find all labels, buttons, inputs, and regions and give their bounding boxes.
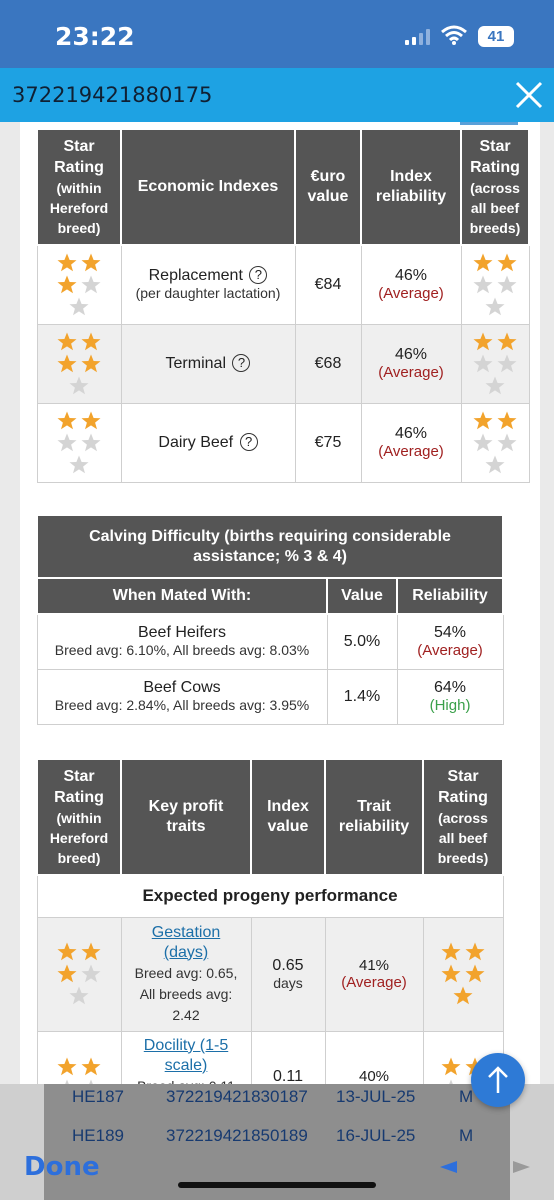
reliability-label: (Average) <box>341 974 407 991</box>
evaluation-page <box>20 122 540 1084</box>
table-row <box>37 324 529 403</box>
star-filled-icon <box>496 252 518 274</box>
star-rating-across <box>437 941 489 1007</box>
star-rating-within <box>53 410 105 476</box>
star-filled-icon <box>472 410 494 432</box>
star-empty-icon <box>68 454 90 476</box>
star-filled-icon <box>472 252 494 274</box>
reliability-label: (High) <box>429 696 471 714</box>
euro-value: €68 <box>295 324 361 403</box>
index-name: Dairy Beef <box>158 434 234 451</box>
header-reliability: Reliability <box>397 578 503 614</box>
reliability-label: (Average) <box>378 284 444 302</box>
header-star-across: Star Rating (across all beef breeds) <box>423 759 503 875</box>
reliability-value: 40% <box>358 1067 390 1085</box>
trait-value: 0.11 <box>273 1067 303 1085</box>
index-subtitle: (per daughter lactation) <box>135 285 281 302</box>
star-empty-icon <box>472 274 494 296</box>
star-filled-icon <box>496 331 518 353</box>
star-empty-icon <box>472 353 494 375</box>
star-filled-icon <box>56 331 78 353</box>
star-filled-icon <box>464 941 486 963</box>
status-bar <box>0 0 554 68</box>
arrow-up-icon <box>486 1065 510 1095</box>
trait-link-docility[interactable]: Docility (1-5 scale) <box>143 1036 229 1074</box>
page-title: 372219421880175 <box>12 83 213 107</box>
star-empty-icon <box>484 296 506 318</box>
table-row <box>37 669 503 724</box>
star-empty-icon <box>56 432 78 454</box>
mated-with-name: Beef Heifers <box>137 623 227 641</box>
table-row[interactable] <box>44 1124 510 1148</box>
cellular-signal-icon <box>405 28 430 45</box>
star-filled-icon <box>56 410 78 432</box>
header-euro-value: €uro value <box>295 129 361 245</box>
star-filled-icon <box>496 410 518 432</box>
star-empty-icon <box>496 353 518 375</box>
reliability-value: 64% <box>434 678 467 696</box>
star-empty-icon <box>80 432 102 454</box>
reliability-label: (Average) <box>378 363 444 381</box>
economic-indexes-table <box>36 128 530 483</box>
star-empty-icon <box>68 985 90 1007</box>
title-bar <box>0 68 554 122</box>
star-empty-icon <box>496 274 518 296</box>
header-economic-indexes: Economic Indexes <box>121 129 295 245</box>
star-rating-within <box>53 252 105 318</box>
star-empty-icon <box>80 963 102 985</box>
animal-date: 13-JUL-25 <box>336 1087 416 1106</box>
header-trait-reliability: Trait reliability <box>325 759 423 875</box>
reliability-value: 46% <box>394 345 428 363</box>
scroll-to-top-button[interactable] <box>471 1053 525 1107</box>
star-filled-icon <box>464 963 486 985</box>
star-rating-within <box>53 331 105 397</box>
close-icon <box>512 78 546 112</box>
star-filled-icon <box>56 963 78 985</box>
star-empty-icon <box>80 274 102 296</box>
euro-value: €84 <box>295 245 361 324</box>
done-button[interactable]: Done <box>24 1152 100 1182</box>
reliability-value: 46% <box>394 424 428 442</box>
previous-arrow-icon[interactable] <box>440 1161 457 1173</box>
index-name: Replacement <box>148 267 243 285</box>
battery-icon: 41 <box>478 26 514 47</box>
calving-value: 1.4% <box>327 669 397 724</box>
animal-tag: 372219421850189 <box>166 1126 308 1145</box>
tab-indicator <box>460 122 518 125</box>
star-filled-icon <box>472 331 494 353</box>
star-filled-icon <box>452 985 474 1007</box>
table-row <box>37 614 503 669</box>
star-filled-icon <box>80 941 102 963</box>
calving-value: 5.0% <box>327 614 397 669</box>
status-time: 23:22 <box>55 22 135 51</box>
star-filled-icon <box>56 941 78 963</box>
star-filled-icon <box>80 353 102 375</box>
help-icon[interactable]: ? <box>249 266 267 284</box>
trait-unit: days <box>273 974 303 991</box>
star-filled-icon <box>56 274 78 296</box>
star-filled-icon <box>80 410 102 432</box>
animal-code: HE189 <box>72 1126 124 1145</box>
calving-title: Calving Difficulty (births requiring considerable assistance; % 3 & 4) <box>37 515 503 578</box>
calving-difficulty-table <box>36 514 504 725</box>
star-empty-icon <box>484 454 506 476</box>
reliability-label: (Average) <box>378 442 444 460</box>
header-mated-with: When Mated With: <box>37 578 327 614</box>
header-star-across: Star Rating (across all beef breeds) <box>461 129 529 245</box>
euro-value: €75 <box>295 403 361 482</box>
table-row <box>37 403 529 482</box>
animal-sex: M <box>459 1126 474 1145</box>
star-filled-icon <box>80 252 102 274</box>
close-button[interactable] <box>512 78 546 112</box>
header-index-value: Index value <box>251 759 325 875</box>
star-filled-icon <box>440 1056 462 1078</box>
index-name: Terminal <box>165 355 226 372</box>
help-icon[interactable]: ? <box>232 354 250 372</box>
reliability-value: 46% <box>394 266 428 284</box>
header-key-profit-traits: Key profit traits <box>121 759 251 875</box>
home-indicator <box>178 1182 376 1188</box>
star-filled-icon <box>56 1056 78 1078</box>
mated-with-averages: Breed avg: 2.84%, All breeds avg: 3.95% <box>54 696 310 713</box>
trait-averages: Breed avg: 0.65, All breeds avg: 2.42 <box>134 964 238 1023</box>
trait-link-gestation[interactable]: Gestation (days) <box>151 923 221 961</box>
star-empty-icon <box>68 296 90 318</box>
table-row <box>37 917 503 1031</box>
header-index-reliability: Index reliability <box>361 129 461 245</box>
reliability-value: 41% <box>358 957 390 974</box>
animal-code: HE187 <box>72 1087 124 1106</box>
table-caption: Expected progeny performance <box>37 875 503 917</box>
trait-value: 0.65 <box>272 956 304 974</box>
content-area[interactable] <box>0 122 554 1084</box>
star-rating-across <box>469 252 521 318</box>
header-value: Value <box>327 578 397 614</box>
star-rating-across <box>469 331 521 397</box>
star-rating-across <box>469 410 521 476</box>
star-filled-icon <box>80 331 102 353</box>
star-empty-icon <box>472 432 494 454</box>
animal-sex: M <box>459 1087 474 1106</box>
star-filled-icon <box>56 252 78 274</box>
wifi-icon <box>441 25 467 50</box>
mated-with-averages: Breed avg: 6.10%, All breeds avg: 8.03% <box>54 641 310 658</box>
next-arrow-icon[interactable] <box>513 1161 530 1173</box>
star-filled-icon <box>440 941 462 963</box>
animal-date: 16-JUL-25 <box>336 1126 416 1145</box>
mated-with-name: Beef Cows <box>143 678 221 696</box>
star-empty-icon <box>484 375 506 397</box>
star-rating-within <box>53 941 105 1007</box>
table-row <box>37 245 529 324</box>
reliability-label: (Average) <box>417 641 483 659</box>
star-filled-icon <box>56 353 78 375</box>
star-empty-icon <box>496 432 518 454</box>
table-row[interactable] <box>44 1085 510 1109</box>
star-filled-icon <box>80 1056 102 1078</box>
reliability-value: 54% <box>434 623 467 641</box>
star-empty-icon <box>68 375 90 397</box>
header-star-within: Star Rating (within Hereford breed) <box>37 759 121 875</box>
help-icon[interactable]: ? <box>240 433 258 451</box>
header-star-within: Star Rating (within Hereford breed) <box>37 129 121 245</box>
animal-tag: 372219421830187 <box>166 1087 308 1106</box>
star-filled-icon <box>440 963 462 985</box>
